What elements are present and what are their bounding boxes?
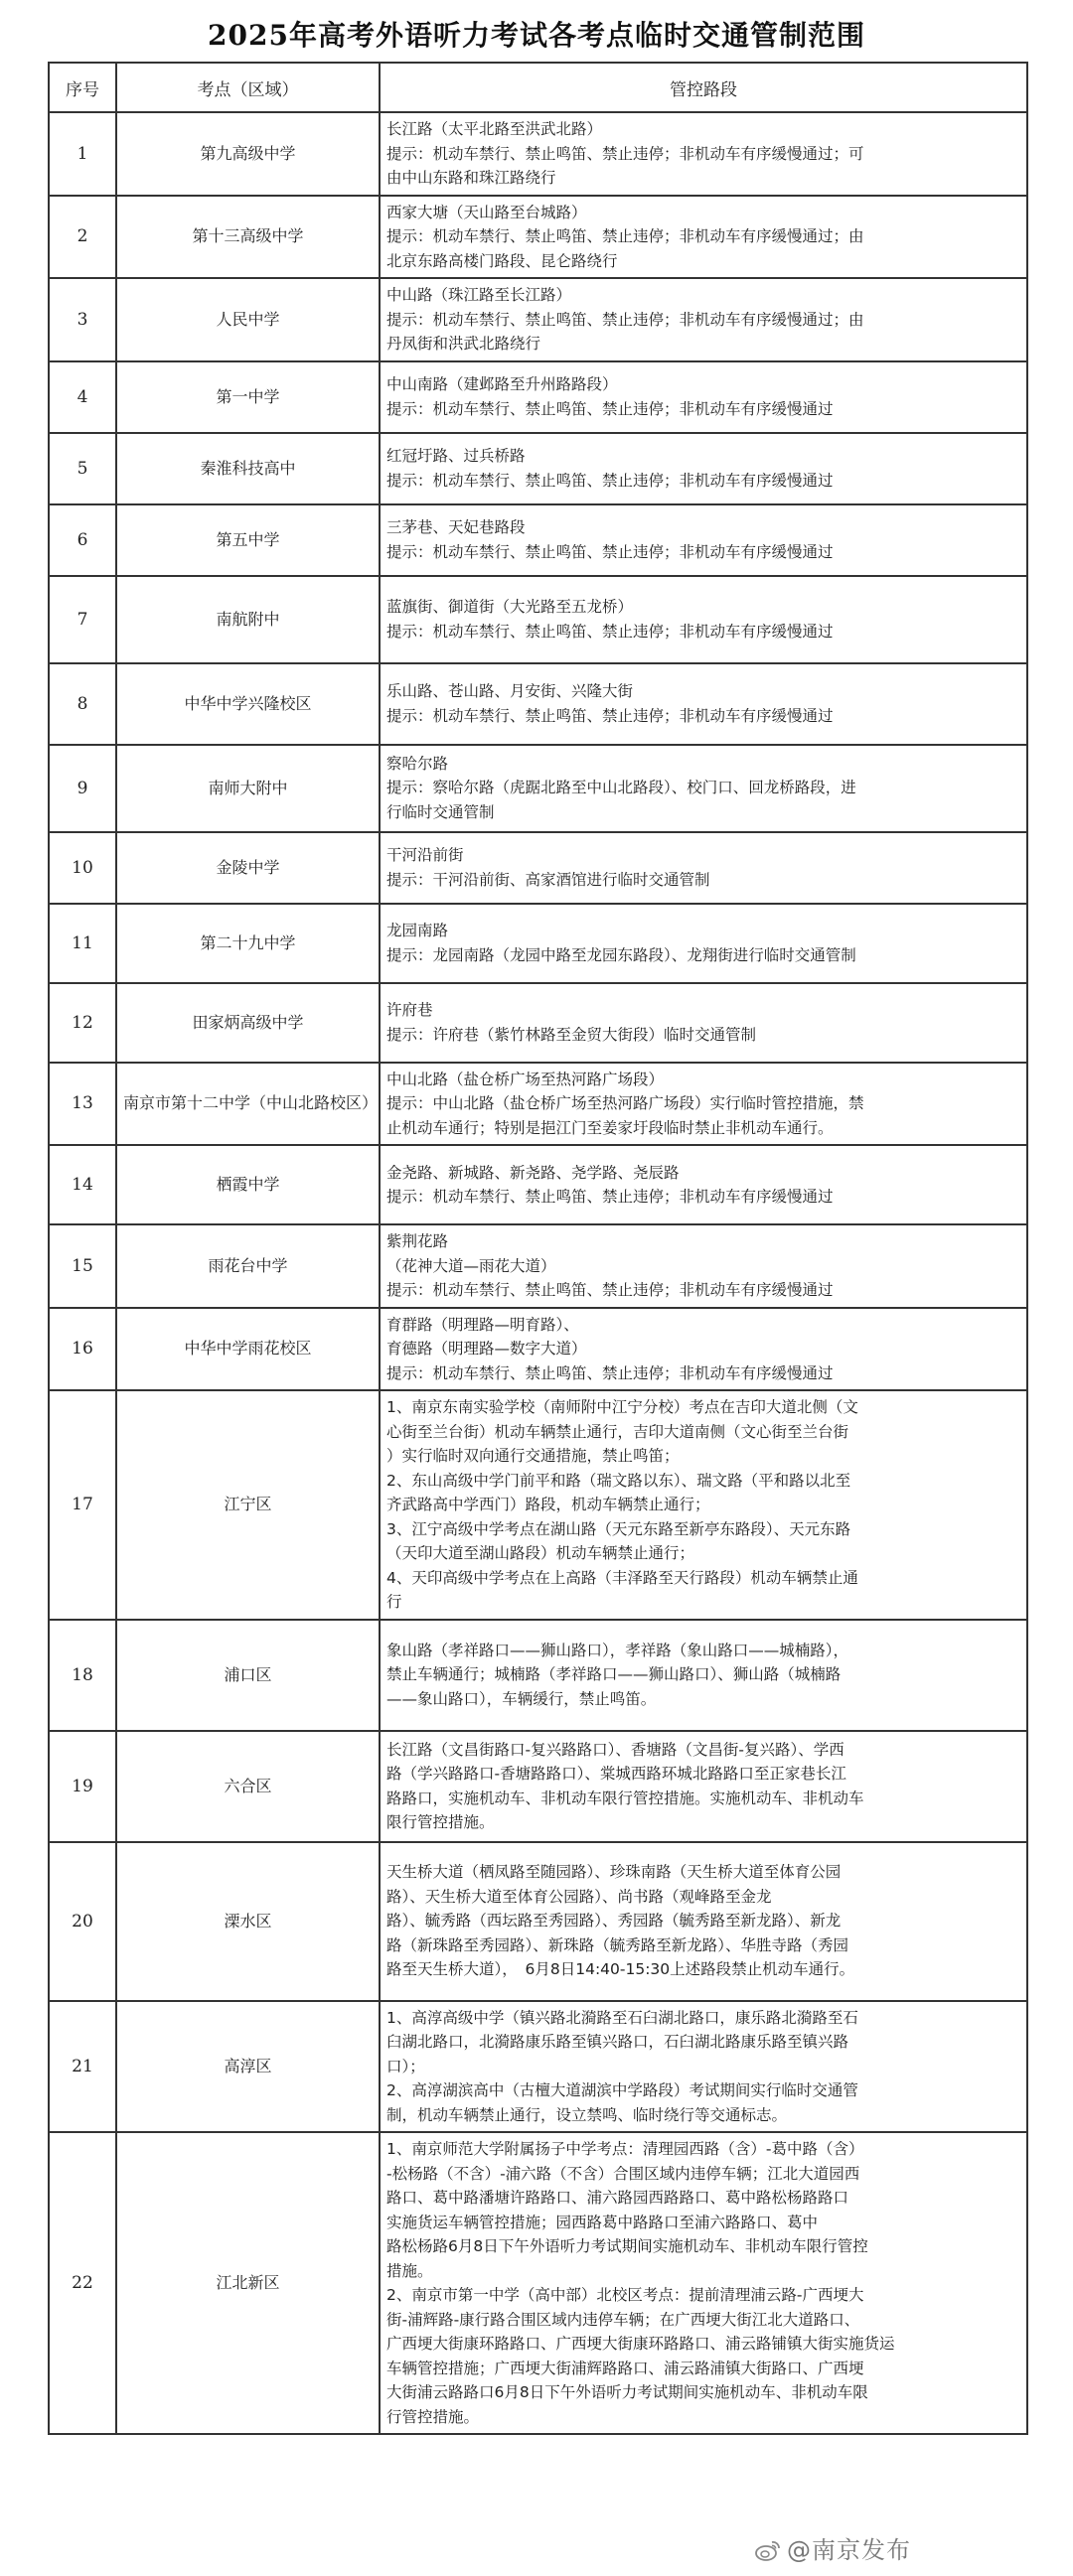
row-number: 6 — [49, 504, 116, 576]
route-line: 1、南京师范大学附属扬子中学考点：清理园西路（含）-葛中路（含） — [386, 2140, 864, 2158]
controlled-roads — [380, 832, 1027, 904]
exam-site: 南航附中 — [116, 576, 380, 663]
header-no: 序号 — [49, 63, 116, 112]
route-line: 2、东山高级中学门前平和路（瑞文路以东）、瑞文路（平和路以北至 — [386, 1471, 851, 1490]
route-line: 龙园南路 — [386, 922, 449, 939]
route-line: 2、高淳湖滨高中（古檀大道湖滨中学路段）考试期间实行临时交通管 — [386, 2081, 858, 2099]
controlled-roads — [380, 1842, 1027, 2001]
row-number: 14 — [49, 1145, 116, 1224]
controlled-roads — [380, 433, 1027, 504]
controlled-roads — [380, 1145, 1027, 1224]
route-line: 路至天生桥大道）， 6月8日14:40-15:30上述路段禁止机动车通行。 — [386, 1960, 855, 1979]
table-row — [49, 1224, 1027, 1308]
row-number: 1 — [49, 112, 116, 196]
route-line: 止机动车通行；特别是挹江门至姜家圩段临时禁止非机动车通行。 — [386, 1118, 834, 1137]
row-number: 22 — [49, 2132, 116, 2434]
route-line: 口）； — [386, 2057, 425, 2075]
exam-site: 田家炳高级中学 — [116, 983, 380, 1063]
row-number: 20 — [49, 1842, 116, 2001]
table-row — [49, 745, 1027, 832]
table-row — [49, 361, 1027, 433]
table-row — [49, 832, 1027, 904]
route-line: 察哈尔路 — [386, 754, 449, 773]
route-line: 北京东路高楼门路段、昆仑路绕行 — [386, 251, 618, 270]
exam-site: 中华中学兴隆校区 — [116, 663, 380, 745]
table-row — [49, 1145, 1027, 1224]
route-line: 三茅巷、天妃巷路段 — [386, 518, 526, 536]
traffic-control-table — [48, 62, 1028, 2435]
route-line: -松杨路（不含）-浦六路（不含）合围区域内违停车辆；江北大道园西 — [386, 2164, 860, 2183]
exam-site: 第一中学 — [116, 361, 380, 433]
route-line: 提示：机动车禁行、禁止鸣笛、禁止违停；非机动车有序缓慢通过；由 — [386, 227, 864, 245]
exam-site: 南京市第十二中学（中山北路校区） — [116, 1063, 380, 1146]
row-number: 10 — [49, 832, 116, 904]
route-line: 金尧路、新城路、新尧路、尧学路、尧辰路 — [386, 1163, 680, 1182]
route-line: 大街浦云路路口6月8日下午外语听力考试期间实施机动车、非机动车限 — [386, 2383, 868, 2401]
route-line: 限行管控措施。 — [386, 1813, 495, 1831]
exam-site: 人民中学 — [116, 278, 380, 361]
route-line: 路（学兴路路口-香塘路路口）、棠城西路环城北路路口至正家巷长江 — [386, 1765, 846, 1783]
row-number: 17 — [49, 1390, 116, 1620]
controlled-roads — [380, 1390, 1027, 1620]
row-number: 4 — [49, 361, 116, 433]
route-line: 路）、毓秀路（西坛路至秀园路）、秀园路（毓秀路至新龙路）、新龙 — [386, 1912, 842, 1931]
route-line: 育德路（明理路—数字大道） — [386, 1340, 587, 1358]
table-row — [49, 2001, 1027, 2133]
exam-site: 高淳区 — [116, 2001, 380, 2133]
controlled-roads — [380, 1224, 1027, 1308]
route-line: 措施。 — [386, 2261, 433, 2280]
header-route: 管控路段 — [380, 63, 1027, 112]
route-line: 天生桥大道（栖凤路至随园路）、珍珠南路（天生桥大道至体育公园 — [386, 1863, 842, 1882]
route-line: 中山路（珠江路至长江路） — [386, 286, 572, 304]
route-line: 路口、葛中路潘塘许路路口、浦六路园西路路口、葛中路松杨路路口 — [386, 2189, 849, 2207]
route-line: 提示：龙园南路（龙园中路至龙园东路段）、龙翔街进行临时交通管制 — [386, 945, 856, 964]
row-number: 21 — [49, 2001, 116, 2133]
route-line: 中山北路（盐仓桥广场至热河路广场段） — [386, 1070, 665, 1088]
route-line: ——象山路口），车辆缓行，禁止鸣笛。 — [386, 1689, 657, 1708]
route-line: 广西埂大街康环路路口、广西埂大街康环路路口、浦云路铺镇大街实施货运 — [386, 2335, 895, 2353]
table-row — [49, 1390, 1027, 1620]
route-line: 路（新珠路至秀园路）、新珠路（毓秀路至新龙路）、华胜寺路（秀园 — [386, 1935, 849, 1954]
row-number: 5 — [49, 433, 116, 504]
route-line: 长江路（文昌街路口-复兴路路口）、香塘路（文昌街-复兴路）、学西 — [386, 1740, 844, 1759]
route-line: 1、高淳高级中学（镇兴路北漪路至石臼湖北路口，康乐路北漪路至石 — [386, 2008, 858, 2027]
route-line: 2、南京市第一中学（高中部）北校区考点：提前清理浦云路-广西埂大 — [386, 2286, 864, 2304]
exam-site: 浦口区 — [116, 1620, 380, 1731]
route-line: 提示：机动车禁行、禁止鸣笛、禁止违停；非机动车有序缓慢通过 — [386, 1188, 834, 1206]
route-line: （天印大道至湖山路段）机动车辆禁止通行； — [386, 1544, 695, 1562]
route-line: 路路口，实施机动车、非机动车限行管控措施。实施机动车、非机动车 — [386, 1789, 864, 1807]
route-line: 中山南路（建邺路至升州路路段） — [386, 375, 618, 393]
controlled-roads — [380, 361, 1027, 433]
controlled-roads — [380, 1063, 1027, 1146]
route-line: 提示：机动车禁行、禁止鸣笛、禁止违停；非机动车有序缓慢通过 — [386, 1281, 834, 1299]
table-row — [49, 112, 1027, 196]
route-line: 1、南京东南实验学校（南师附中江宁分校）考点在吉印大道北侧（文 — [386, 1398, 858, 1416]
route-line: 提示：察哈尔路（虎踞北路至中山北路段）、校门口、回龙桥路段，进 — [386, 779, 856, 797]
row-number: 12 — [49, 983, 116, 1063]
table-row — [49, 663, 1027, 745]
route-line: 心街至兰台街）机动车辆禁止通行，吉印大道南侧（文心街至兰台街 — [386, 1422, 849, 1441]
route-line: 提示：机动车禁行、禁止鸣笛、禁止违停；非机动车有序缓慢通过 — [386, 471, 834, 490]
row-number: 7 — [49, 576, 116, 663]
table-row — [49, 278, 1027, 361]
document-title: 2025年高考外语听力考试各考点临时交通管制范围 — [208, 19, 865, 52]
row-number: 11 — [49, 904, 116, 983]
route-line: 提示：干河沿前街、高家酒馆进行临时交通管制 — [386, 870, 710, 889]
route-line: 长江路（太平北路至洪武北路） — [386, 120, 603, 138]
route-line: 实施货运车辆管控措施；园西路葛中路路口至浦六路路口、葛中 — [386, 2213, 819, 2231]
route-line: 紫荆花路 — [386, 1232, 449, 1250]
route-line: 臼湖北路口，北漪路康乐路至镇兴路口，石臼湖北路康乐路至镇兴路 — [386, 2033, 849, 2051]
exam-site: 中华中学雨花校区 — [116, 1308, 380, 1391]
row-number: 15 — [49, 1224, 116, 1308]
route-line: 提示：中山北路（盐仓桥广场至热河路广场段）实行临时管控措施，禁 — [386, 1094, 864, 1112]
table-row — [49, 433, 1027, 504]
route-line: 由中山东路和珠江路绕行 — [386, 169, 556, 187]
table-row — [49, 1842, 1027, 2001]
controlled-roads — [380, 278, 1027, 361]
route-line: 丹凤街和洪武北路绕行 — [386, 335, 541, 353]
table-row — [49, 2132, 1027, 2434]
route-line: 制，机动车辆禁止通行，设立禁鸣、临时绕行等交通标志。 — [386, 2105, 788, 2124]
row-number: 8 — [49, 663, 116, 745]
controlled-roads — [380, 196, 1027, 279]
row-number: 2 — [49, 196, 116, 279]
table-row — [49, 504, 1027, 576]
route-line: 提示：许府巷（紫竹林路至金贸大街段）临时交通管制 — [386, 1025, 757, 1044]
controlled-roads — [380, 904, 1027, 983]
controlled-roads — [380, 2132, 1027, 2434]
weibo-watermark — [755, 2530, 911, 2565]
route-line: 路）、天生桥大道至体育公园路）、尚书路（观峰路至金龙 — [386, 1887, 772, 1906]
route-line: 乐山路、苍山路、月安街、兴隆大街 — [386, 682, 634, 700]
exam-site: 第五中学 — [116, 504, 380, 576]
controlled-roads — [380, 112, 1027, 196]
route-line: 提示：机动车禁行、禁止鸣笛、禁止违停；非机动车有序缓慢通过；可 — [386, 144, 864, 163]
exam-site: 金陵中学 — [116, 832, 380, 904]
route-line: 提示：机动车禁行、禁止鸣笛、禁止违停；非机动车有序缓慢通过 — [386, 1363, 834, 1382]
controlled-roads — [380, 983, 1027, 1063]
table-row — [49, 1308, 1027, 1391]
table-row — [49, 904, 1027, 983]
route-line: 干河沿前街 — [386, 846, 464, 864]
exam-site: 六合区 — [116, 1731, 380, 1842]
exam-site: 秦淮科技高中 — [116, 433, 380, 504]
table-row — [49, 576, 1027, 663]
route-line: ）实行临时双向通行交通措施，禁止鸣笛； — [386, 1447, 680, 1465]
route-line: 提示：机动车禁行、禁止鸣笛、禁止违停；非机动车有序缓慢通过 — [386, 542, 834, 561]
route-line: 提示：机动车禁行、禁止鸣笛、禁止违停；非机动车有序缓慢通过 — [386, 399, 834, 418]
route-line: 许府巷 — [386, 1001, 433, 1019]
route-line: 禁止车辆通行；城楠路（孝祥路口——狮山路口）、狮山路（城楠路 — [386, 1665, 842, 1684]
row-number: 18 — [49, 1620, 116, 1731]
row-number: 16 — [49, 1308, 116, 1391]
watermark-text: @南京发布 — [787, 2536, 911, 2564]
row-number: 13 — [49, 1063, 116, 1146]
weibo-logo-icon — [755, 2539, 781, 2561]
route-line: 提示：机动车禁行、禁止鸣笛、禁止违停；非机动车有序缓慢通过 — [386, 706, 834, 725]
exam-site: 第十三高级中学 — [116, 196, 380, 279]
exam-site: 南师大附中 — [116, 745, 380, 832]
route-line: 象山路（孝祥路口——狮山路口），孝祥路（象山路口——城楠路）， — [386, 1641, 849, 1659]
exam-site: 江北新区 — [116, 2132, 380, 2434]
controlled-roads — [380, 663, 1027, 745]
exam-site: 江宁区 — [116, 1390, 380, 1620]
exam-site: 溧水区 — [116, 1842, 380, 2001]
table-body — [49, 112, 1027, 2434]
exam-site: 雨花台中学 — [116, 1224, 380, 1308]
route-line: 行管控措施。 — [386, 2407, 480, 2426]
table-row — [49, 983, 1027, 1063]
table-row — [49, 1731, 1027, 1842]
row-number: 9 — [49, 745, 116, 832]
exam-site: 栖霞中学 — [116, 1145, 380, 1224]
controlled-roads — [380, 504, 1027, 576]
route-line: （花神大道—雨花大道） — [386, 1256, 556, 1275]
route-line: 提示：机动车禁行、禁止鸣笛、禁止违停；非机动车有序缓慢通过 — [386, 622, 834, 641]
controlled-roads — [380, 1620, 1027, 1731]
route-line: 行 — [386, 1593, 402, 1611]
controlled-roads — [380, 2001, 1027, 2133]
route-line: 红冠圩路、过兵桥路 — [386, 447, 526, 465]
table-header-row — [49, 63, 1027, 112]
header-site: 考点（区域） — [116, 63, 380, 112]
route-line: 西家大塘（天山路至台城路） — [386, 203, 587, 221]
route-line: 车辆管控措施；广西埂大街浦辉路路口、浦云路浦镇大街路口、广西埂 — [386, 2359, 864, 2377]
table-row — [49, 1620, 1027, 1731]
route-line: 4、天印高级中学考点在上高路（丰泽路至天行路段）机动车辆禁止通 — [386, 1568, 858, 1587]
controlled-roads — [380, 1731, 1027, 1842]
row-number: 3 — [49, 278, 116, 361]
exam-site: 第二十九中学 — [116, 904, 380, 983]
exam-site: 第九高级中学 — [116, 112, 380, 196]
controlled-roads — [380, 576, 1027, 663]
route-line: 行临时交通管制 — [386, 802, 495, 821]
route-line: 育群路（明理路—明育路）、 — [386, 1315, 579, 1334]
row-number: 19 — [49, 1731, 116, 1842]
table-row — [49, 196, 1027, 279]
route-line: 路松杨路6月8日下午外语听力考试期间实施机动车、非机动车限行管控 — [386, 2237, 868, 2255]
controlled-roads — [380, 745, 1027, 832]
controlled-roads — [380, 1308, 1027, 1391]
route-line: 街-浦辉路-康行路合围区域内违停车辆；在广西埂大街江北大道路口、 — [386, 2310, 860, 2329]
route-line: 3、江宁高级中学考点在湖山路（天元东路至新亭东路段）、天元东路 — [386, 1519, 851, 1538]
route-line: 齐武路高中学西门）路段，机动车辆禁止通行； — [386, 1496, 710, 1513]
table-row — [49, 1063, 1027, 1146]
route-line: 蓝旗街、御道街（大光路至五龙桥） — [386, 598, 634, 616]
route-line: 提示：机动车禁行、禁止鸣笛、禁止违停；非机动车有序缓慢通过；由 — [386, 310, 864, 329]
